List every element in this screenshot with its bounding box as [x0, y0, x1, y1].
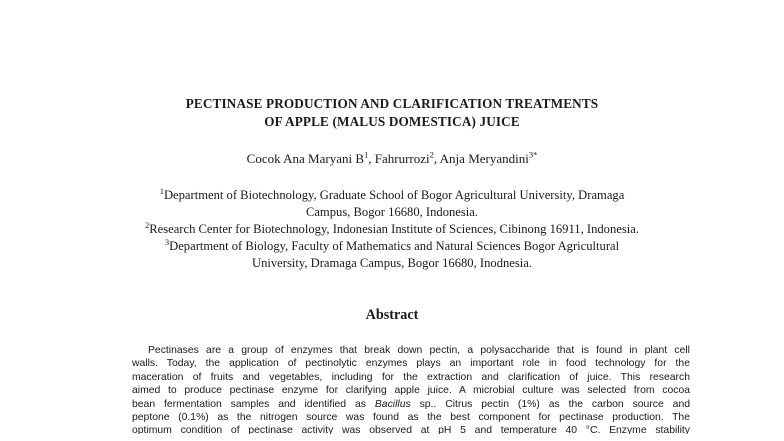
- abstract-line: peptone (0.1%) as the nitrogen source was found as the best component for pectinase production. The: [132, 412, 690, 424]
- author-separator: ,: [433, 151, 440, 166]
- author-affiliation-mark: 2: [429, 149, 434, 160]
- author-name: Fahrurrozi: [374, 151, 430, 166]
- affiliation-text: Research Center for Biotechnology, Indonesian Institute of Sciences, Cibinong 16911, Indonesia.: [149, 222, 639, 236]
- abstract-line: walls. Today, the application of pectinolytic enzymes plays an important role in food technology for the: [132, 358, 690, 370]
- abstract-line: [132, 398, 690, 411]
- abstract-line: Pectinases are a group of enzymes that break down pectin, a polysaccharide that is found in plant cell: [148, 345, 690, 356]
- affiliation-mark: 2: [144, 219, 150, 230]
- affiliation-1-line-1: [0, 187, 784, 204]
- abstract-text: bean fermentation samples and identified as: [132, 398, 375, 410]
- author-name: Cocok Ana Maryani B: [246, 151, 364, 166]
- paper-title-line-1: PECTINASE PRODUCTION AND CLARIFICATION TREATMENTS: [185, 96, 599, 111]
- affiliation-2: [0, 221, 784, 238]
- author-name: Anja Meryandini: [439, 151, 529, 166]
- affiliation-text: Department of Biotechnology, Graduate School of Bogor Agricultural University, Dramaga: [163, 188, 625, 202]
- abstract-line: aimed to produce pectinase enzyme for clarifying apple juice. A microbial culture was selected from cocoa: [132, 385, 690, 397]
- author-list: [0, 150, 784, 168]
- abstract-line: optimum condition of pectinase activity was observed at pH 5 and temperature 40 °C. Enzyme stability: [132, 425, 690, 435]
- affiliation-text: Department of Biology, Faculty of Mathematics and Natural Sciences Bogor Agricultural: [169, 239, 620, 253]
- abstract-heading: Abstract: [365, 307, 419, 323]
- affiliation-3-line-1: [0, 238, 784, 255]
- author-affiliation-mark: 1: [364, 149, 369, 160]
- abstract-body: [132, 344, 690, 434]
- affiliation-mark: 1: [159, 185, 164, 196]
- author-affiliation-mark: 3*: [528, 149, 538, 160]
- affiliation-mark: 3: [164, 236, 170, 247]
- affiliation-3-line-2: University, Dramaga Campus, Bogor 16680, Inodnesia.: [251, 256, 533, 270]
- species-name: Bacillus: [374, 398, 411, 410]
- abstract-line: maceration of fruits and vegetables, including for the extraction and clarification of juice. This research: [132, 371, 690, 383]
- paper-title-line-2: OF APPLE (MALUS DOMESTICA) JUICE: [264, 114, 520, 129]
- author-separator: ,: [368, 151, 375, 166]
- abstract-text: sp.. Citrus pectin (1%) as the carbon source and: [410, 398, 690, 410]
- affiliation-1-line-2: Campus, Bogor 16680, Indonesia.: [305, 205, 479, 219]
